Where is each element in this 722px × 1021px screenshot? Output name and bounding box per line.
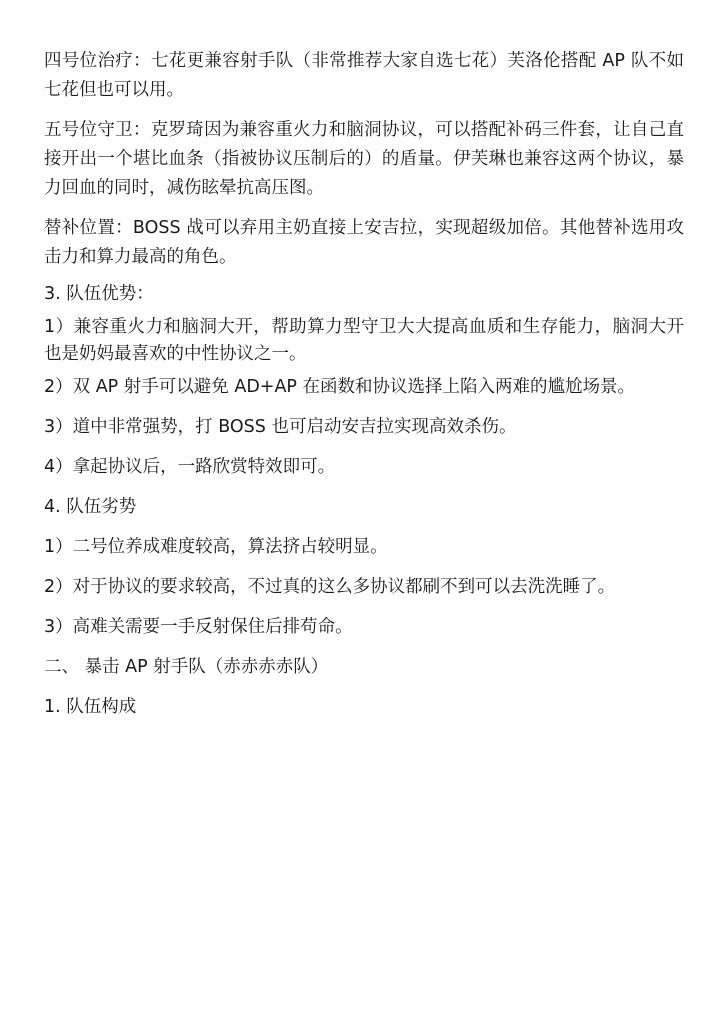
advantage-item-2: 2）双 AP 射手可以避免 AD+AP 在函数和协议选择上陷入两难的尴尬场景。 (44, 377, 636, 397)
paragraph-guard-slot: 五号位守卫：克罗琦因为兼容重火力和脑洞协议，可以搭配补码三件套，让自己直接开出一个堪比血条（指被协议压制后的）的盾量。伊芙琳也兼容这两个协议，暴力回血的同时，减伤眩晕抗高压图。 (44, 120, 684, 198)
heading-team-disadvantages: 4. 队伍劣势 (44, 497, 137, 517)
heading-section-two: 二、 暴击 AP 射手队（赤赤赤赤队） (44, 657, 329, 677)
advantage-item-3: 3）道中非常强势，打 BOSS 也可启动安吉拉实现高效杀伤。 (44, 417, 517, 437)
paragraph-substitute-slot: 替补位置：BOSS 战可以弃用主奶直接上安吉拉，实现超级加倍。其他替补选用攻击力和算力最高的角色。 (44, 218, 684, 267)
heading-team-advantages: 3. 队伍优势： (44, 284, 154, 304)
paragraph-healer-slot: 四号位治疗：七花更兼容射手队（非常推荐大家自选七花）芙洛伦搭配 AP 队不如七花但也可以用。 (44, 51, 684, 100)
disadvantage-item-2: 2）对于协议的要求较高，不过真的这么多协议都刷不到可以去洗洗睡了。 (44, 577, 616, 597)
advantage-item-1: 1）兼容重火力和脑洞大开，帮助算力型守卫大大提高血质和生存能力，脑洞大开也是奶妈最喜欢的中性协议之一。 (44, 317, 684, 364)
disadvantage-item-3: 3）高难关需要一手反射保住后排苟命。 (44, 617, 353, 637)
heading-team-composition: 1. 队伍构成 (44, 697, 137, 717)
disadvantage-item-1: 1）二号位养成难度较高，算法挤占较明显。 (44, 537, 388, 557)
document-page (44, 47, 684, 722)
advantage-item-4: 4）拿起协议后，一路欣赏特效即可。 (44, 457, 336, 477)
